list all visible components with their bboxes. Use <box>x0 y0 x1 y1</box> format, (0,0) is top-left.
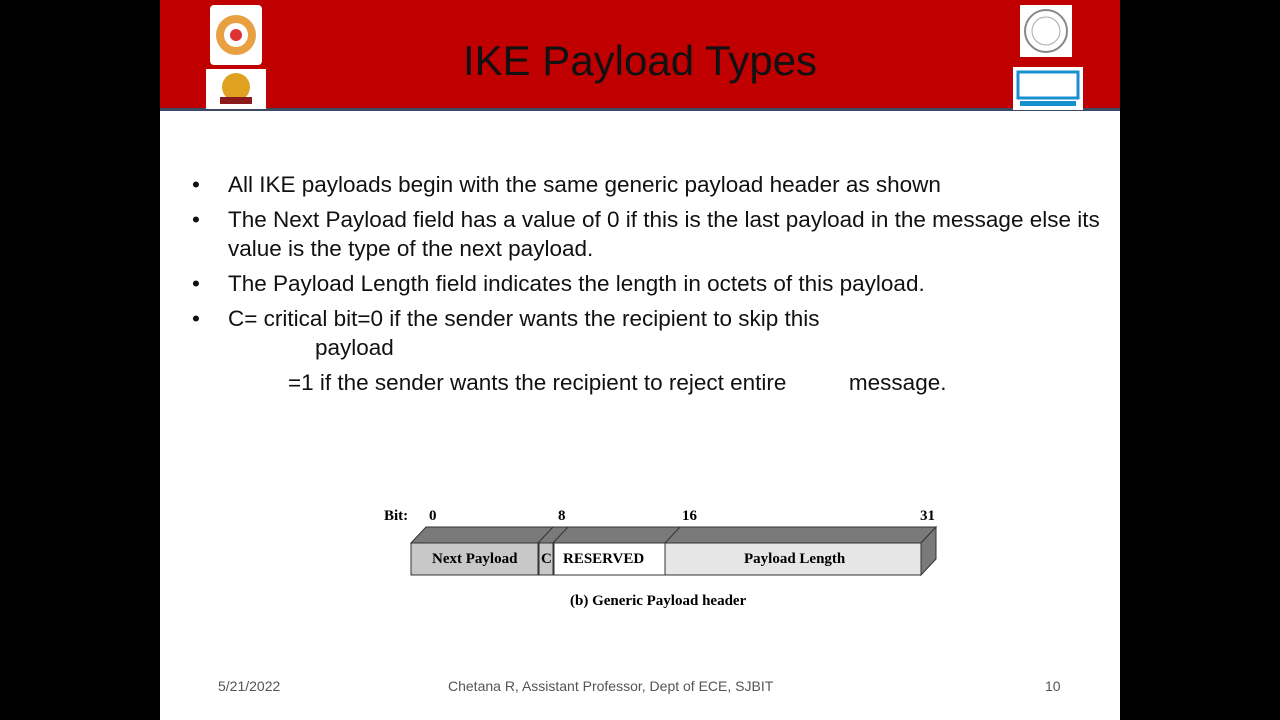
bullet-second-line: =1 if the sender wants the recipient to reject entire message. <box>288 370 947 395</box>
footer-page-number: 10 <box>1045 678 1061 694</box>
bit-tick-8: 8 <box>558 508 566 524</box>
bullet-item: • All IKE payloads begin with the same generic payload header as shown <box>192 172 941 197</box>
generic-payload-header-diagram <box>380 505 950 615</box>
field-payload-length: Payload Length <box>744 551 846 567</box>
field-next-payload: Next Payload <box>432 551 518 567</box>
bullet-continuation: payload <box>315 335 394 360</box>
diagram-top-face <box>411 527 936 543</box>
bullet-item: • The Next Payload field has a value of 0 if this is the last payload in the message else its value is the type of the next payload. <box>192 207 1100 261</box>
bit-tick-31: 31 <box>920 508 935 524</box>
diagram-caption: (b) Generic Payload header <box>570 593 747 609</box>
bit-label: Bit: <box>384 508 409 524</box>
page-title: IKE Payload Types <box>462 37 818 84</box>
bullet-list <box>192 170 1102 397</box>
field-reserved: RESERVED <box>563 551 645 567</box>
bit-tick-0: 0 <box>429 508 437 524</box>
footer-author: Chetana R, Assistant Professor, Dept of ECE, SJBIT <box>448 678 774 694</box>
bullet-text: C= critical bit=0 if the sender wants the recipient to skip this <box>228 306 820 331</box>
bullet-text: The Payload Length field indicates the length in octets of this payload. <box>228 271 925 296</box>
bullet-text: All IKE payloads begin with the same generic payload header as shown <box>228 172 941 197</box>
slide <box>160 0 1120 720</box>
footer-date: 5/21/2022 <box>218 678 281 694</box>
bullet-item: • The Payload Length field indicates the length in octets of this payload. <box>192 271 925 296</box>
bullet-item: • C= critical bit=0 if the sender wants the recipient to skip this <box>192 306 820 331</box>
field-c: C <box>541 551 552 567</box>
bit-tick-16: 16 <box>682 508 697 524</box>
slide-header <box>160 0 1120 111</box>
bullet-text: The Next Payload field has a value of 0 if this is the last payload in the message else its value is the type of the next payload. <box>228 207 1100 261</box>
